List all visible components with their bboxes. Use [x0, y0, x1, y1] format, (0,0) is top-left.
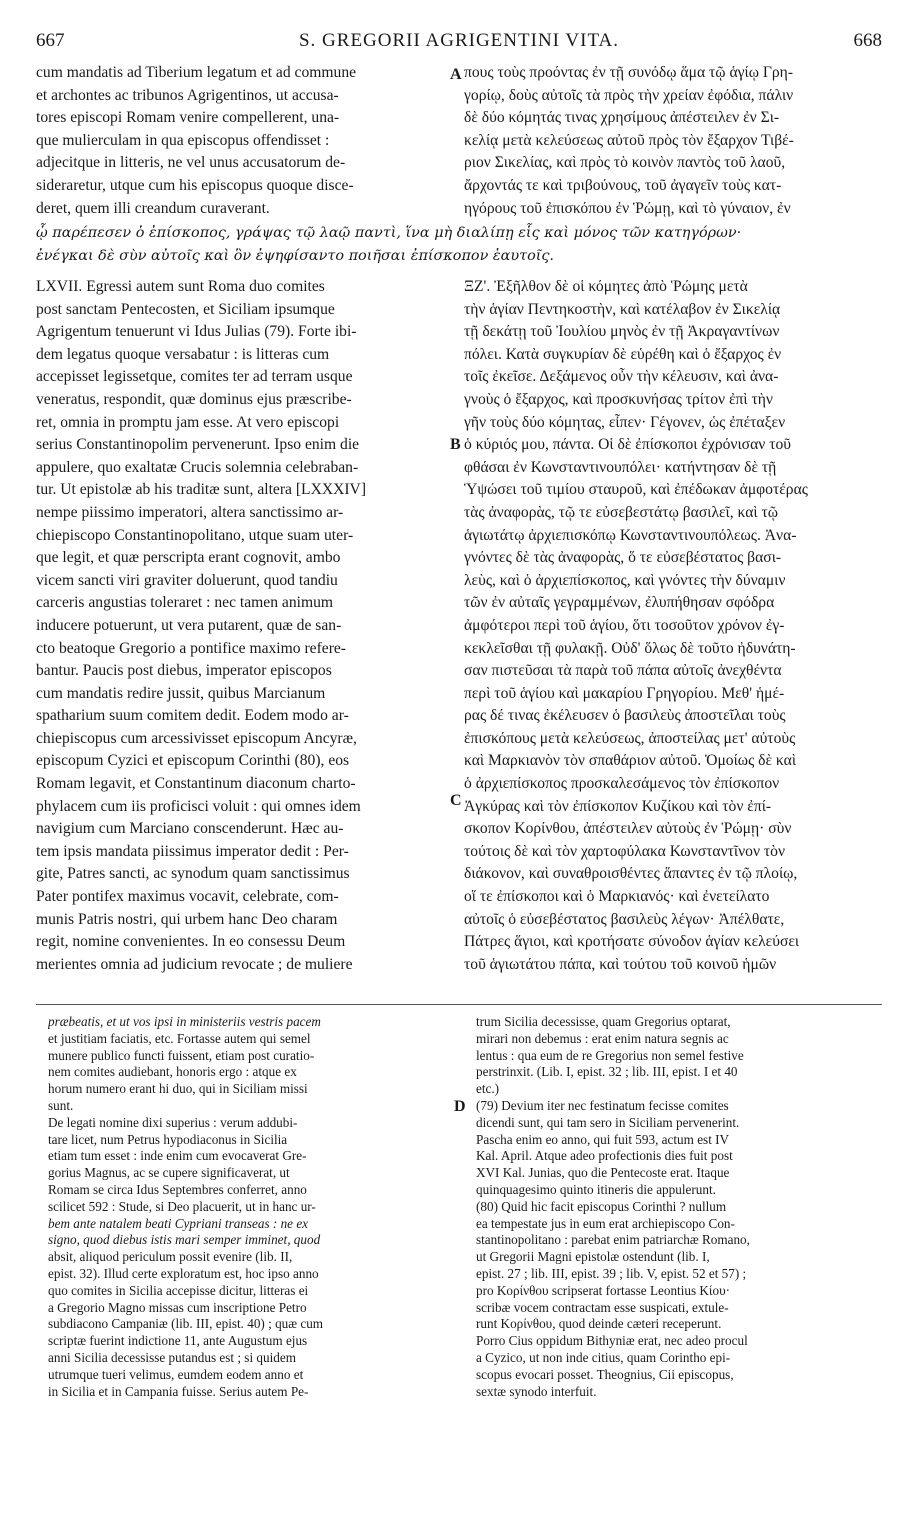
footnote-line: sextæ synodo interfuit. — [476, 1383, 597, 1399]
greek-line: δὲ δύο κόμητάς τινας χρησίμους ἀπέστειλεν ἐν Σι- — [464, 109, 780, 127]
footnote-line: subdiacono Campaniæ (lib. III, epist. 40) ; quæ cum — [48, 1316, 324, 1332]
greek-wide-line: ἐνέγκαι δὲ σὺν αὐτοῖς καὶ ὃν ἐψηφίσαντο ποιῆσαι ἐπίσκοπον ἑαυτοῖς. — [36, 247, 555, 264]
footnote-line: Romam se circa Idus Septembres conferret, anno — [48, 1181, 307, 1197]
footnote-line: etiam tum esset : inde enim cum evocaverat Gre- — [48, 1148, 307, 1164]
greek-line: ΞΖ'. Ἐξῆλθον δὲ οἱ κόμητες ἀπὸ Ῥώμης μετὰ — [464, 278, 748, 295]
footnotes — [36, 1014, 882, 1514]
running-title: S. GREGORII AGRIGENTINI VITA. — [298, 30, 620, 51]
latin-line: veneratus, respondit, quæ dominus ejus præscribe- — [36, 390, 352, 408]
latin-line: cum mandatis ad Tiberium legatum et ad commune — [36, 64, 357, 81]
footnote-line: dicendi sunt, qui tam sero in Siciliam pervenerint. — [476, 1114, 740, 1130]
footnote-line: (80) Quid hic facit episcopus Corinthi ? nullum — [476, 1198, 727, 1214]
latin-line: munis Patris nostri, qui urbem hanc Deo charam — [36, 910, 338, 928]
footnote-line: ea tempestate jus in eum erat archiepiscopo Con- — [476, 1215, 735, 1231]
greek-line: διάκονον, καὶ συναθροισθέντες ἅπαντες ἐν τῷ πλοίῳ, — [464, 865, 798, 883]
footnote-line: a Cyzico, ut non inde citius, quam Corintho epi- — [476, 1349, 731, 1365]
greek-line: γῆν τοὺς δύο κόμητας, εἶπεν· Γέγονεν, ὡς ἐπέταξεν — [464, 413, 786, 431]
footnote-line: anni Sicilia decessisse putandus est ; si quidem — [48, 1349, 296, 1365]
latin-line: que mulierculam in qua episcopus offendisset : — [36, 131, 330, 149]
greek-column-top — [464, 62, 882, 220]
latin-line: carceris angustias toleraret : nec tamen animum — [36, 594, 334, 612]
greek-line: γορίῳ, δοὺς αὐτοῖς τὰ πρὸς τὴν χρείαν ἐφόδια, πάλιν — [464, 86, 794, 104]
latin-line: Agrigentum tenuerunt vi Idus Julias (79). Forte ibi- — [36, 323, 357, 341]
latin-line: phylacem cum iis proficisci voluit : qui omnes idem — [36, 797, 361, 815]
footnote-line: quo comites in Sicilia accepisse dicitur, litteras ei — [48, 1282, 309, 1298]
greek-line: τῶν ἐν αὐταῖς γεγραμμένων, ἐλυπήθησαν σφόδρα — [464, 594, 775, 612]
latin-line: inducere potuerunt, ut vera putarent, quæ de san- — [36, 616, 342, 634]
latin-line: chiepiscopus cum arcessivisset episcopum Ancyræ, — [36, 729, 357, 747]
greek-line: τοῖς ἐκεῖσε. Δεξάμενος οὖν τὴν κέλευσιν, καὶ ἀνα- — [464, 368, 779, 386]
footnote-line: signo, quod diebus istis mari semper imminet, quod — [48, 1232, 321, 1248]
greek-line: Ἀγκύρας καὶ τὸν ἐπίσκοπον Κυζίκου καὶ τὸν ἐπί- — [464, 797, 772, 815]
greek-line: πους τοὺς προόντας ἐν τῇ συνόδῳ ἅμα τῷ ἁγίῳ Γρη- — [464, 64, 794, 81]
latin-line: dem legatus quoque versabatur : is litteras cum — [36, 345, 330, 363]
greek-line: λεὺς, καὶ ὁ ἀρχιεπίσκοπος, καὶ γνόντες τὴν δύναμιν — [464, 571, 786, 589]
main-text — [36, 62, 882, 997]
footnote-line: epist. 27 ; lib. III, epist. 39 ; lib. V, epist. 52 et 57) ; — [476, 1265, 747, 1281]
greek-line: φθάσαι ἐν Κωνσταντινουπόλει· κατήντησαν δὲ τῇ — [464, 458, 777, 476]
greek-full-width-lines — [36, 222, 882, 267]
latin-line: post sanctam Pentecosten, et Siciliam ipsumque — [36, 300, 335, 318]
footnote-line: utrumque tueri velimus, eumdem eodem anno et — [48, 1366, 304, 1382]
footnote-line: tare licet, num Petrus hypodiaconus in Sicilia — [48, 1131, 288, 1147]
footnote-line: in Sicilia et in Campania fuisse. Serius autem Pe- — [48, 1383, 309, 1399]
greek-line: ρας δέ τινας ἐκέλευσεν ὁ βασιλεὺς ἀποστεῖλαι τοὺς — [464, 707, 786, 725]
greek-line: σαν πιστεῦσαι τὰ παρὰ τοῦ πάπα αὐτοῖς ἀνεχθέντα — [464, 662, 782, 680]
greek-line: τὴν ἁγίαν Πεντηκοστὴν, καὶ κατέλαβον ἐν Σικελίᾳ — [464, 300, 781, 318]
greek-line: Πάτρες ἅγιοι, καὶ κροτήσατε σύνοδον ἁγίαν κελεύσει — [464, 933, 800, 951]
latin-line: bantur. Paucis post diebus, imperator episcopos — [36, 662, 332, 680]
latin-line: tores episcopi Romam venire compellerent, una- — [36, 109, 340, 127]
footnote-line: horum numero erant hi duo, qui in Siciliam missi — [48, 1081, 308, 1097]
latin-line: nempe piissimo imperatori, altera sanctissimo ar- — [36, 503, 344, 521]
latin-column-top — [36, 62, 441, 220]
footnote-line: munere publico functi fuissent, etiam post curatio- — [48, 1047, 315, 1063]
greek-line: καὶ Μαρκιανὸν τὸν σπαθάριον αὐτοῦ. Ὁμοίως δὲ καὶ — [464, 752, 797, 770]
footnote-line: sunt. — [48, 1097, 74, 1113]
latin-line: tem ipsis mandata piissimus imperator dedit : Per- — [36, 842, 349, 860]
footnote-line: (79) Devium iter nec festinatum fecisse comites — [476, 1097, 729, 1113]
page-number-right: 668 — [853, 30, 882, 51]
greek-line: τούτοις δὲ καὶ τὸν χαρτοφύλακα Κωνσταντῖνον τὸν — [464, 842, 786, 860]
greek-line: γνόντες δὲ τὰς ἀναφορὰς, ὅ τε εὐσεβέστατος βασι- — [464, 549, 782, 567]
footnote-line: stantinopolitano : parebat enim patriarchæ Romano, — [476, 1232, 750, 1248]
greek-wide-line: ᾧ παρέπεσεν ὁ ἐπίσκοπος, γράψας τῷ λαῷ παντὶ, ἵνα μὴ διαλίπῃ εἷς καὶ μόνος τῶν κατηγόρων· — [36, 225, 742, 241]
greek-line: γνοὺς ὁ ἔξαρχος, καὶ προσκυνήσας τρίτον ἐπὶ τὴν — [464, 390, 773, 408]
footnote-line: mirari non debemus : erat enim natura segnis ac — [476, 1030, 729, 1046]
margin-marker-d: D — [454, 1098, 466, 1115]
footnote-line: præbeatis, et ut vos ipsi in ministeriis vestris pacem — [48, 1014, 321, 1029]
latin-line: que legit, et quæ perscripta erant cognovit, ambo — [36, 549, 341, 567]
latin-line: cto beatoque Gregorio a pontifice maximo refere- — [36, 639, 347, 657]
greek-line: πόλει. Κατὰ συγκυρίαν δὲ εὑρέθη καὶ ὁ ἔξαρχος ἐν — [464, 345, 782, 363]
greek-line: τοῦ ἁγιωτάτου πάπα, καὶ τούτου τοῦ κοινοῦ ἡμῶν — [464, 955, 777, 973]
footnote-line: Pascha enim eo anno, qui fuit 593, actum est IV — [476, 1131, 730, 1147]
greek-line: ὁ κύριός μου, πάντα. Οἱ δὲ ἐπίσκοποι ἐχρόνισαν τοῦ — [464, 436, 791, 454]
footnote-line: lentus : qua eum de re Gregorius non semel festive — [476, 1047, 744, 1063]
greek-line: ηγόρους τοῦ ἐπισκόπου ἐν Ῥώμῃ, καὶ τὸ γύναιον, ἐν — [464, 199, 791, 217]
latin-line: navigium cum Marciano conscenderunt. Hæc au- — [36, 820, 344, 838]
greek-line: κεκλεῖσθαι τῇ φυλακῇ. Οὐδ' ὅλως δὲ τοῦτο ἠδυνάτη- — [464, 639, 796, 657]
footnote-line: bem ante natalem beati Cypriani transeas : ne ex — [48, 1215, 309, 1231]
footnote-line: epist. 32). Illud certe exploratum est, hoc ipso anno — [48, 1265, 319, 1281]
footnote-line: trum Sicilia decessisse, quam Gregorius optarat, — [476, 1014, 731, 1029]
margin-marker-a: A — [450, 66, 462, 83]
latin-line: sideraretur, utque cum his episcopus quoque disce- — [36, 176, 354, 194]
latin-line: chiepiscopo Constantinopolitano, utque suam uter- — [36, 526, 354, 544]
latin-line: deret, quem illi creandum curaverant. — [36, 199, 270, 217]
latin-column-bottom — [36, 276, 441, 976]
footnote-line: etc.) — [476, 1081, 500, 1097]
latin-line: Pater pontifex maximus vocavit, celebrate, com- — [36, 888, 339, 906]
latin-line: cum mandatis redire jussit, quibus Marcianum — [36, 684, 326, 702]
footnote-line: De legati nomine dixi superius : verum addubi- — [48, 1114, 298, 1130]
footnote-line: a Gregorio Magno missas cum inscriptione Petro — [48, 1299, 307, 1315]
latin-line: appulere, quo exaltatæ Crucis solemnia celebraban- — [36, 458, 359, 476]
greek-line: κελίᾳ μετὰ κελεύσεως αὐτοῦ πρὸς τὸν ἔξαρχον Τιβέ- — [464, 131, 794, 149]
footnote-rule — [36, 1004, 882, 1005]
page-header — [36, 30, 882, 56]
footnote-line: absit, aliquod periculum possit evenire (lib. II, — [48, 1249, 293, 1265]
footnote-line: perstrinxit. (Lib. I, epist. 32 ; lib. III, epist. I et 40 — [476, 1064, 738, 1080]
greek-line: ἀμφότεροι περὶ τοῦ ἁγίου, ὅτι τοσοῦτον χρόνον ἐγ- — [464, 616, 785, 634]
greek-line: σκοπον Κορίνθου, ἀπέστειλεν αὐτοὺς ἐν Ῥώμῃ· σὺν — [464, 820, 792, 838]
greek-line: ἄρχοντάς τε καὶ τριβούνους, τοῦ ἀγαγεῖν τοὺς κατ- — [464, 176, 782, 194]
latin-line: Romam legavit, et Constantinum diaconum charto- — [36, 775, 356, 793]
footnote-line: Porro Cius oppidum Bithyniæ erat, nec adeo procul — [476, 1333, 748, 1349]
greek-line: τὰς ἀναφορὰς, τῷ τε εὐσεβεστάτῳ βασιλεῖ, καὶ τῷ — [464, 503, 779, 521]
latin-line: accepisset legissetque, comites ter ad terram usque — [36, 368, 353, 386]
footnote-line: ut Gregorii Magni epistolæ ostendunt (lib. I, — [476, 1249, 710, 1265]
footnote-line: nem comites audiebant, honoris ergo : atque ex — [48, 1064, 297, 1080]
margin-marker-b: B — [450, 436, 461, 453]
greek-line: αὐτοῖς ὁ εὐσεβέστατος βασιλεὺς λέγων· Ἀπέλθατε, — [464, 910, 785, 928]
page-number-left: 667 — [36, 30, 65, 51]
footnote-line: scriptæ fuerint indictione 11, ante Augustum ejus — [48, 1333, 308, 1349]
footnote-line: scribæ vocem contractam esse suspicati, extule- — [476, 1299, 729, 1315]
greek-line: ὁ ἀρχιεπίσκοπος προσκαλεσάμενος τὸν ἐπίσκοπον — [464, 775, 780, 793]
latin-line: gite, Patres sancti, ac synodum quam sanctissimus — [36, 865, 350, 883]
greek-line: τῇ δεκάτῃ τοῦ Ἰουλίου μηνὸς ἐν τῇ Ἀκραγαντίνων — [464, 323, 780, 341]
latin-line: LXVII. Egressi autem sunt Roma duo comites — [36, 278, 325, 295]
footnote-line: quinquagesimo quinto itineris die appulerunt. — [476, 1181, 716, 1197]
margin-marker-c: C — [450, 792, 462, 809]
latin-line: spatharium suum comitem dedit. Eodem modo ar- — [36, 707, 349, 725]
footnote-line: pro Κορίνθου scripserat fortasse Leontius Κίου· — [476, 1282, 730, 1298]
greek-line: ἐπισκόπους μετὰ κελεύσεως, ἀποστείλας μετ' αὐτοὺς — [464, 729, 796, 747]
latin-line: et archontes ac tribunos Agrigentinos, ut accusa- — [36, 86, 339, 104]
footnote-line: scopus evocari posset. Theognius, Cii episcopus, — [476, 1366, 734, 1382]
footnotes-left-column — [48, 1014, 448, 1400]
footnote-line: gorius Magnus, ac se cupere significaverat, ut — [48, 1165, 290, 1181]
latin-line: serius Constantinopolim pervenerunt. Ipso enim die — [36, 436, 360, 454]
latin-line: tur. Ut epistolæ ab his traditæ sunt, altera [LXXXIV] — [36, 481, 367, 499]
greek-line: ἁγιωτάτῳ ἀρχιεπισκόπῳ Κωνσταντινουπόλεως. Ἀνα- — [464, 526, 797, 544]
footnote-line: runt Κορίνθου, quod deinde cæteri receperunt. — [476, 1316, 722, 1332]
greek-line: οἵ τε ἐπίσκοποι καὶ ὁ Μαρκιανός· καὶ ἐνετείλατο — [464, 888, 770, 906]
latin-line: ret, omnia in promptu jam esse. At vero episcopi — [36, 413, 340, 431]
greek-line: περὶ τοῦ ἁγίου καὶ μακαρίου Γρηγορίου. Μεθ' ἡμέ- — [464, 684, 785, 702]
greek-line: Ὑψώσει τοῦ τιμίου σταυροῦ, καὶ ἐπέδωκαν ἀμφοτέρας — [464, 481, 808, 499]
latin-line: episcopum Cyzici et episcopum Corinthi (80), eos — [36, 752, 350, 770]
latin-line: regit, nomine convenientes. In eo consessu Deum — [36, 933, 346, 951]
footnotes-right-column — [476, 1014, 882, 1400]
footnote-line: et justitiam faciatis, etc. Fortasse autem qui semel — [48, 1030, 311, 1046]
greek-column-bottom — [464, 276, 882, 976]
latin-line: merientes omnia ad judicium revocate ; de muliere — [36, 955, 353, 973]
latin-line: vicem sancti viri graviter doluerunt, quod tandiu — [36, 571, 338, 589]
footnote-line: XVI Kal. Junias, quo die Pentecoste erat. Itaque — [476, 1165, 730, 1181]
footnote-line: scilicet 592 : Stude, si Deo placuerit, ut in hanc ur- — [48, 1198, 316, 1214]
greek-line: ριον Σικελίας, καὶ πρὸς τὸ κοινὸν παντὸς τοῦ λαοῦ, — [464, 154, 786, 172]
latin-line: adjecitque in litteris, ne vel unus accusatorum de- — [36, 154, 346, 172]
footnote-line: Kal. April. Atque adeo profectionis dies fuit post — [476, 1148, 733, 1164]
